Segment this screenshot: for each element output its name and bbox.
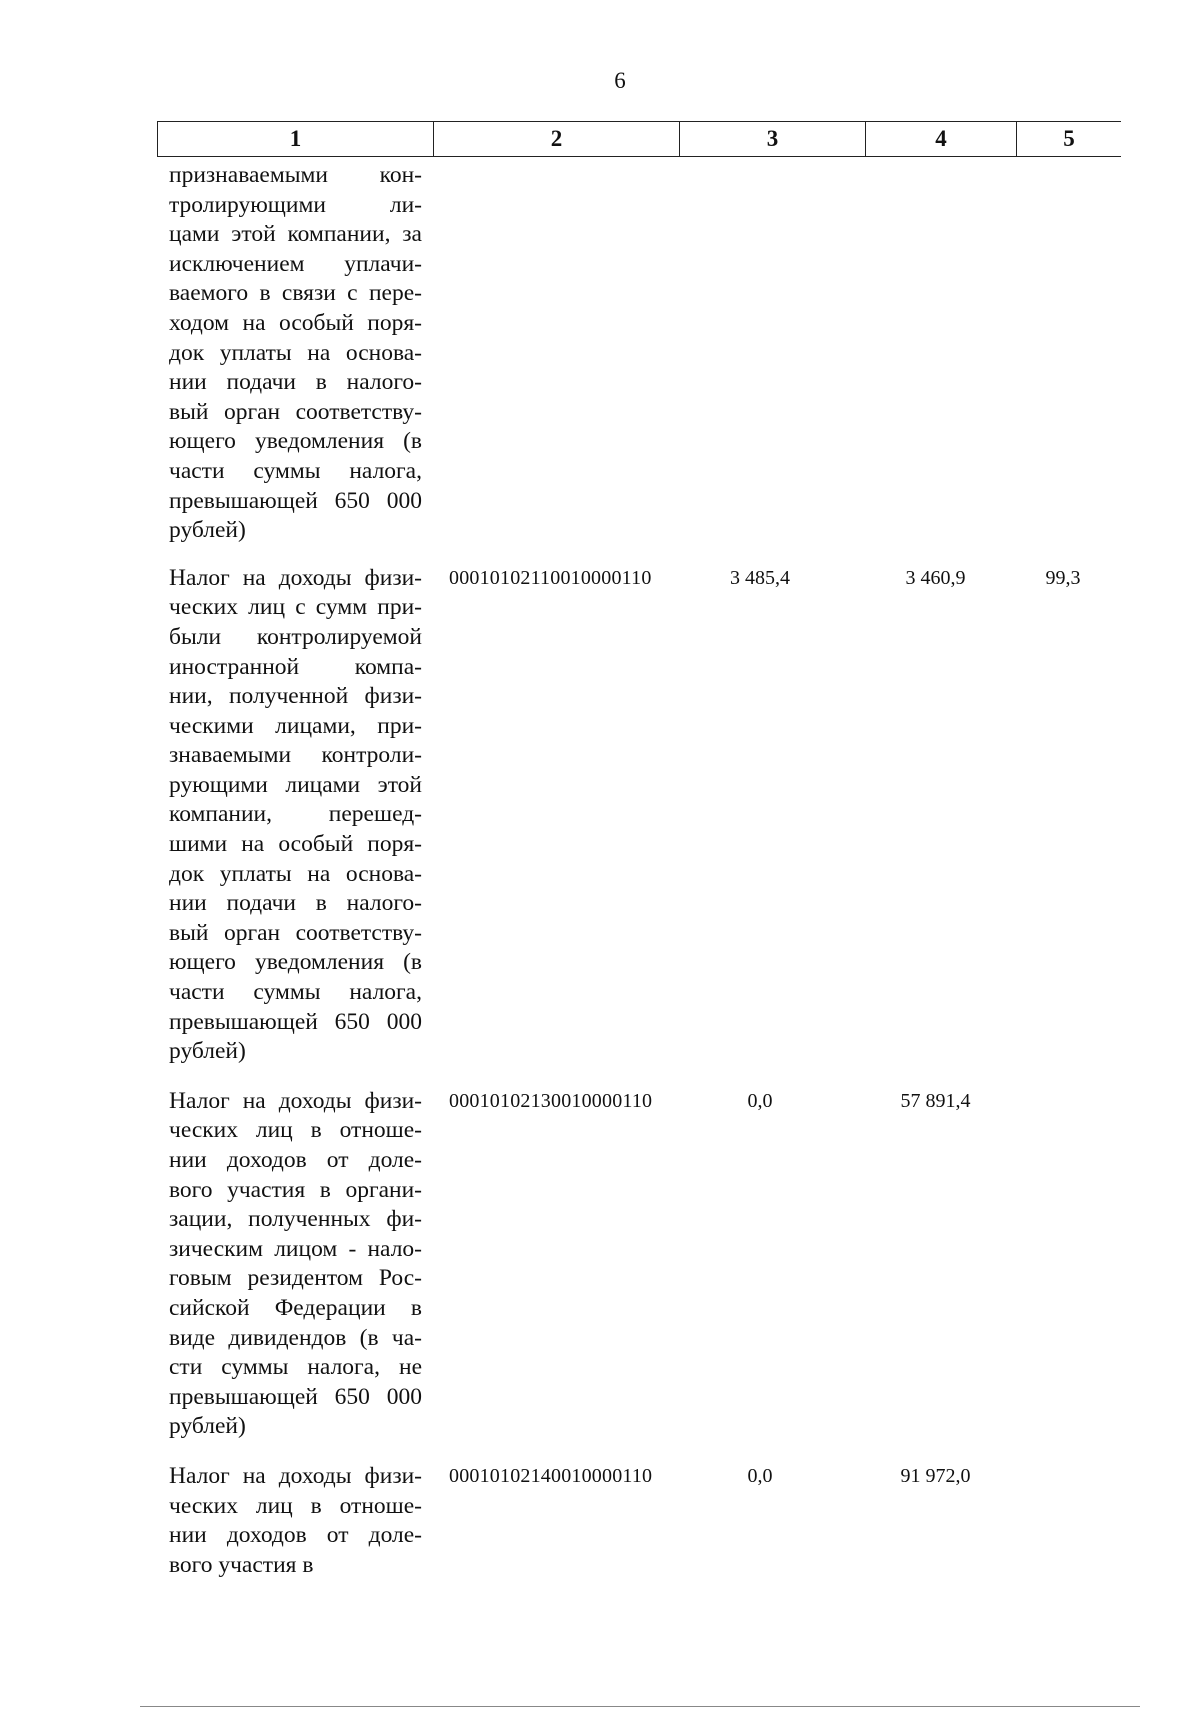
description-line: шими на особый поря- [169,831,422,858]
row-col3-value: 0,0 [747,1089,773,1112]
description-line: исключением уплачи- [169,250,422,277]
description-line: тролирующими ли- [169,191,422,218]
description-line: вый орган соответству- [169,398,422,425]
description-line: превышающей 650 000 [169,1008,422,1035]
row-col3-value: 0,0 [747,1464,773,1487]
header-col-5: 5 [1063,126,1075,151]
budget-table [157,121,1121,1598]
header-col-4: 4 [866,122,1017,156]
row-description [157,1462,422,1580]
row-col4-value: 3 460,9 [905,566,966,589]
table-header-row [157,121,1121,157]
description-line: вый орган соответству- [169,919,422,946]
description-line: нии подачи в налого- [169,890,422,917]
description-line: рублей) [169,1413,246,1440]
description-line: превышающей 650 000 [169,1383,422,1410]
row-description [157,1087,422,1442]
description-line: рующими лицами этой [169,771,422,798]
description-line: зации, полученных фи- [169,1206,422,1233]
description-line: ческих лиц в отноше- [169,1492,422,1519]
description-line: док уплаты на основа- [169,860,422,887]
description-line: иностранной компа- [169,653,422,680]
header-col-3: 3 [680,122,866,156]
description-line: рублей) [169,517,246,544]
bottom-rule [140,1706,1140,1707]
row-description [157,564,422,1067]
description-line: вого участия в органи- [169,1176,422,1203]
description-line: ваемого в связи с пере- [169,280,422,307]
row-description [157,161,422,546]
description-line: зическим лицом - нало- [169,1235,422,1262]
description-line: сийской Федерации в [169,1294,422,1321]
row-col5-value: 99,3 [1045,566,1081,589]
table-row [157,564,1121,1067]
row-col3-value: 3 485,4 [730,566,790,589]
description-line: части суммы налога, [169,979,422,1006]
description-line: компании, перешед- [169,801,422,828]
description-line: ческими лицами, при- [169,712,422,739]
description-line: превышающей 650 000 [169,487,422,514]
page-number: 6 [614,68,626,93]
description-line: нии подачи в налого- [169,369,422,396]
description-line: Налог на доходы физи- [169,1087,422,1114]
description-line: знаваемыми контроли- [169,742,422,769]
row-code: 00010102140010000110 [449,1464,653,1487]
description-line: док уплаты на основа- [169,339,422,366]
description-line: ющего уведомления (в [169,949,422,976]
description-line: ческих лиц с сумм при- [169,594,422,621]
description-line: были контролируемой [169,623,422,650]
header-col-2: 2 [434,122,680,156]
description-line: нии, полученной физи- [169,683,422,710]
description-line: вого участия в [169,1551,314,1578]
description-line: нии доходов от доле- [169,1147,422,1173]
table-body [157,157,1121,1580]
description-line: Налог на доходы физи- [169,1462,422,1489]
row-code: 00010102110010000110 [449,566,652,589]
description-line: говым резидентом Рос- [169,1265,422,1292]
description-line: ходом на особый поря- [169,309,422,336]
table-row [157,1087,1121,1442]
description-line: нии доходов от доле- [169,1522,422,1549]
description-line: Налог на доходы физи- [169,564,422,591]
description-line: признаваемыми кон- [169,162,422,188]
row-code: 00010102130010000110 [449,1089,653,1112]
description-line: цами этой компании, за [169,221,422,248]
description-line: сти суммы налога, не [169,1354,422,1381]
row-col4-value: 57 891,4 [900,1089,971,1112]
description-line: рублей) [169,1038,246,1065]
description-line: части суммы налога, [169,457,422,484]
description-line: ческих лиц в отноше- [169,1117,422,1144]
description-line: ющего уведомления (в [169,428,422,455]
header-col-1: 1 [157,122,434,156]
table-row [157,1462,1121,1580]
description-line: виде дивидендов (в ча- [169,1324,422,1351]
row-col4-value: 91 972,0 [900,1464,971,1487]
table-row [157,161,1121,546]
